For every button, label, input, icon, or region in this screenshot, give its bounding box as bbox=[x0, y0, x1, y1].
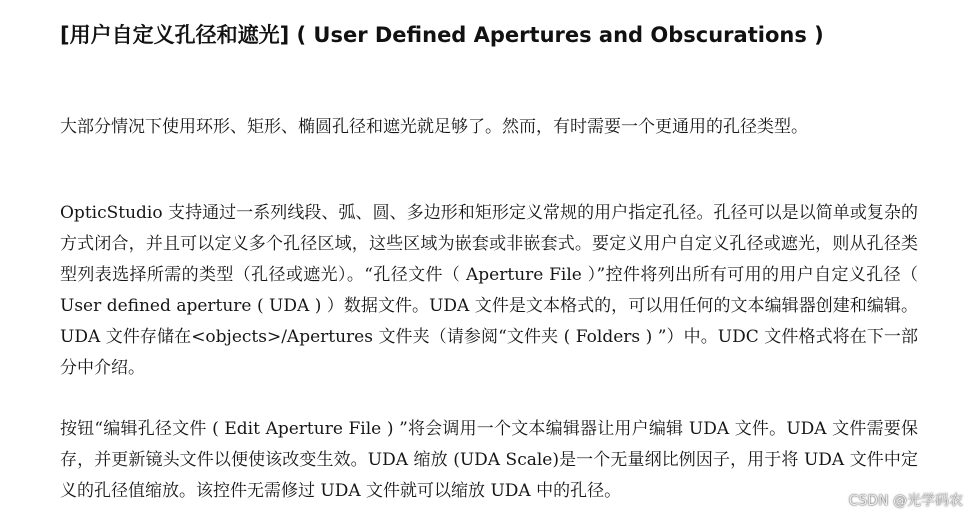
csdn-watermark: CSDN @光学码农 bbox=[848, 493, 963, 509]
paragraph-intro: 大部分情况下使用环形、矩形、椭圆孔径和遮光就足够了。然而，有时需要一个更通用的孔径类型。 bbox=[60, 117, 808, 137]
section-title: [用户自定义孔径和遮光] ( User Defined Apertures and Obscurations ) bbox=[60, 23, 824, 47]
paragraph-edit-button: 按钮“编辑孔径文件 ( Edit Aperture File ) ”将会调用一个文本编辑器让用户编辑 UDA 文件。UDA 文件需要保存，并更新镜头文件以便使该改变生效。UDA 缩放 (UDA Scale)是一个无量纲比例因子，用于将 UDA 文件中定义的孔径值缩放。该控件无需修过 UDA 文件就可以缩放 UDA 中的孔径。 bbox=[60, 419, 918, 501]
paragraph-description: OpticStudio 支持通过一系列线段、弧、圆、多边形和矩形定义常规的用户指定孔径。孔径可以是以简单或复杂的方式闭合，并且可以定义多个孔径区域，这些区域为嵌套或非嵌套式。要定义用户自定义孔径或遮光，则从孔径类型列表选择所需的类型（孔径或遮光）。“孔径文件（ Aperture File ）”控件将列出所有可用的用户自定义孔径（ User defined aperture ( UDA ) ）数据文件。UDA 文件是文本格式的，可以用任何的文本编辑器创建和编辑。UDA 文件存储在<objects>/Apertures 文件夹（请参阅“文件夹 ( Folders ) ”）中。UDC 文件格式将在下一部分中介绍。 bbox=[60, 203, 918, 378]
